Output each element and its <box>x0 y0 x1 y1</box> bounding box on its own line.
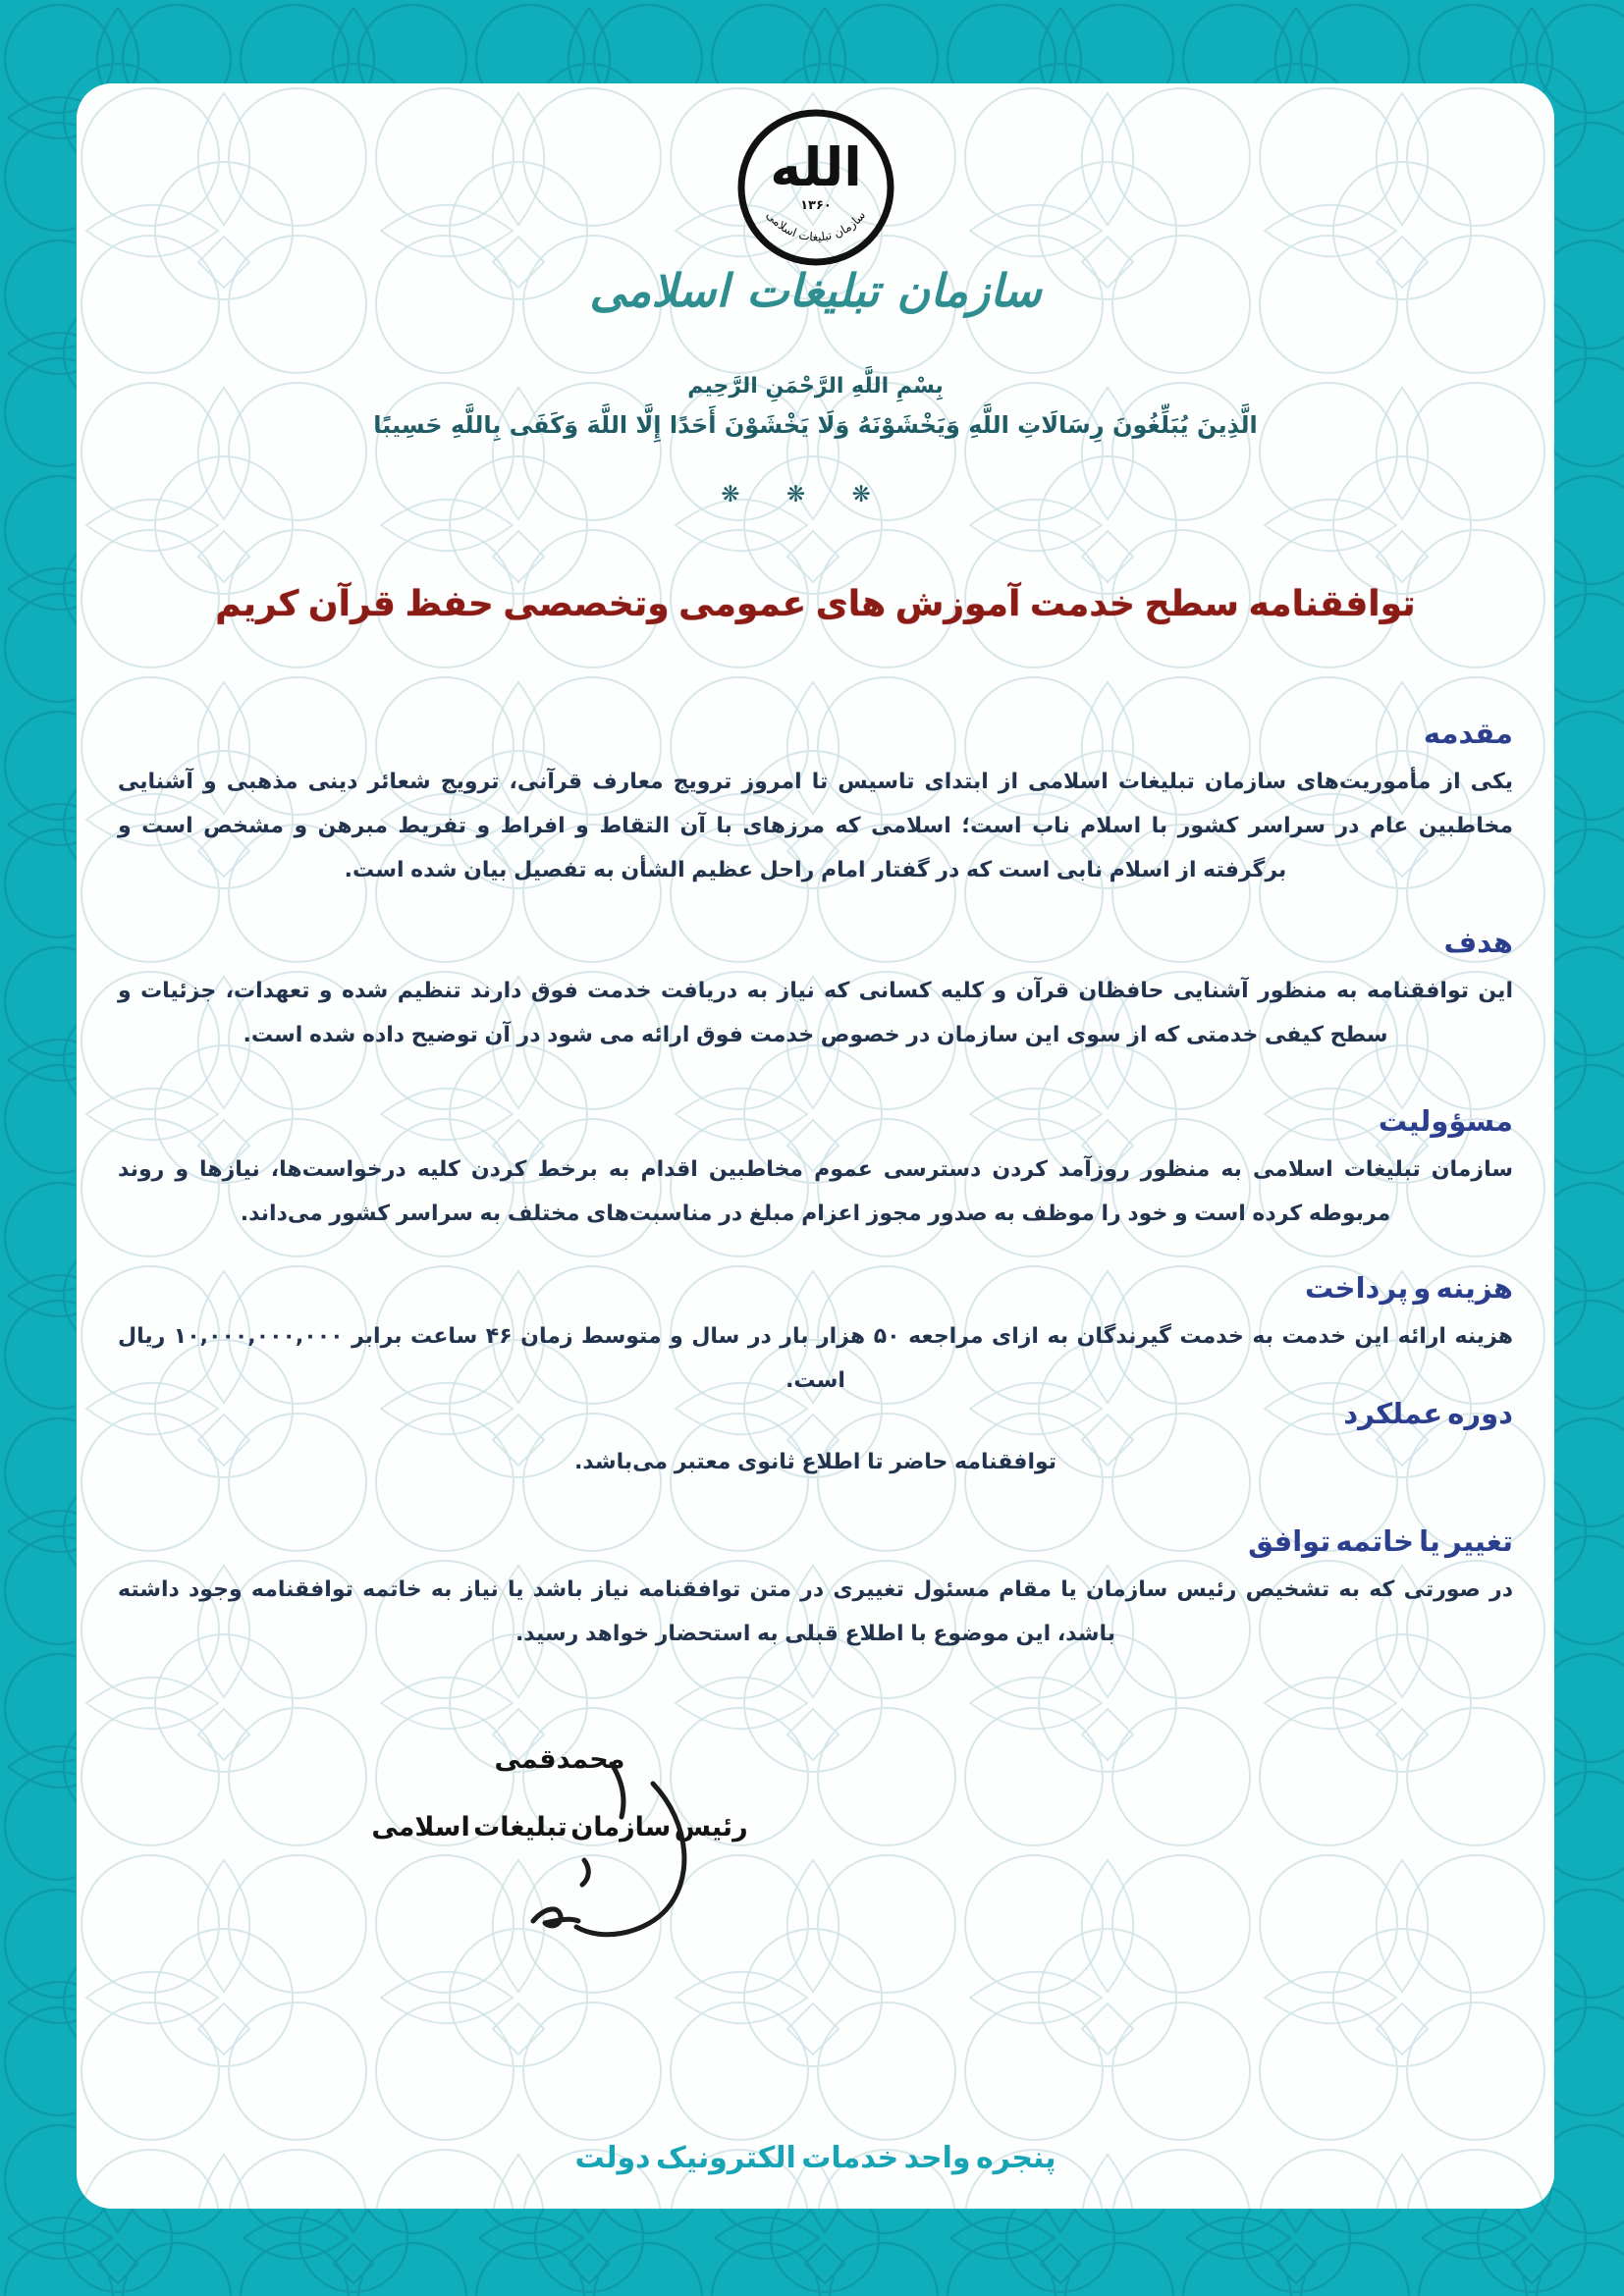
section-heading: دوره عملکرد <box>1343 1397 1513 1430</box>
document-content <box>77 83 1554 2209</box>
section-body: سازمان تبلیغات اسلامی به منظور روزآمد کردن دسترسی عموم مخاطبین اقدام به برخط کردن کلیه درخواست‌ها، نیازها و روند مربوطه کرده است و خود را موظف به صدور مجوز اعزام مبلغ در مناسبت‌های مختلف به سراسر کشور می‌داند. <box>118 1157 1513 1226</box>
organization-logo <box>77 103 1554 276</box>
section-heading: تغییر یا خاتمه توافق <box>1248 1524 1513 1558</box>
section-body: یکی از مأموریت‌های سازمان تبلیغات اسلامی از ابتدای تاسیس تا امروز ترویج معارف قرآنی، ترویج شعائر دینی مذهبی و آشنایی مخاطبین عام در سراسر کشور با اسلام ناب است؛ اسلامی که مرزهای با آن التقاط و افراط و تفریط مبرهن و مشخص است و برگرفته از اسلام نابی است که در گفتار امام راحل عظیم الشأن به تفصیل بیان شده است. <box>118 770 1513 882</box>
section-body: این توافقنامه به منظور آشنایی حافظان قرآن و کلیه کسانی که نیاز به دریافت خدمت فوق دارند تنظیم شده و تعهدات، جزئیات و سطح کیفی خدمتی که از سوی این سازمان در خصوص خدمت فوق ارائه می شود در آن توضیح داده شده است. <box>118 979 1513 1047</box>
section-body: در صورتی که به تشخیص رئیس سازمان یا مقام مسئول تغییری در متن توافقنامه نیاز باشد یا نیاز به خاتمه توافقنامه وجود داشته باشد، این موضوع با اطلاع قبلی به استحضار خواهد رسید. <box>118 1577 1513 1646</box>
section-heading: مقدمه <box>1423 717 1513 750</box>
signatory-role: رئیس سازمان تبلیغات اسلامی <box>371 1812 748 1842</box>
section-heading: هدف <box>1443 926 1513 959</box>
document-title: توافقنامه سطح خدمت آموزش های عمومی وتخصصی حفظ قرآن کریم <box>215 584 1416 624</box>
signatory-name: محمدقمی <box>494 1744 625 1775</box>
section-change-termination <box>118 1524 1513 1656</box>
organization-calligraphy: سازمان تبلیغات اسلامی <box>589 264 1042 317</box>
section-responsibility <box>118 1104 1513 1236</box>
emblem-year: ۱۳۶۰ <box>799 198 832 213</box>
ornament-divider: ❋ ❋ ❋ <box>721 482 891 507</box>
section-body: توافقنامه حاضر تا اطلاع ثانوی معتبر می‌باشد. <box>573 1450 1057 1474</box>
section-introduction <box>118 717 1513 892</box>
signature-block <box>324 1744 795 1842</box>
bismillah-text: بِسْمِ اللَّهِ الرَّحْمَنِ الرَّحِیم <box>687 374 944 399</box>
organization-emblem-icon <box>728 103 904 272</box>
section-performance-period <box>118 1397 1513 1484</box>
section-heading: مسؤولیت <box>1378 1104 1513 1138</box>
handwritten-signature <box>525 1754 707 1960</box>
section-goal <box>118 926 1513 1057</box>
footer-text: پنجره واحد خدمات الکترونیک دولت <box>574 2141 1056 2175</box>
document-card <box>77 83 1554 2209</box>
section-body: هزینه ارائه این خدمت به خدمت گیرندگان به ازای مراجعه ۵۰ هزار بار در سال و متوسط زمان ۴۶ ساعت برابر ۱۰,۰۰۰,۰۰۰,۰۰۰ ریال است. <box>118 1324 1514 1393</box>
emblem-allah-calligraphy: الله <box>769 136 862 198</box>
section-cost-payment <box>118 1271 1513 1403</box>
section-heading: هزینه و پرداخت <box>1304 1271 1513 1305</box>
emblem-ring-text: سازمان تبلیغات اسلامی <box>763 208 868 244</box>
quran-verse: الَّذِينَ يُبَلِّغُونَ رِسَالَاتِ اللَّهِ وَيَخْشَوْنَهُ وَلَا يَخْشَوْنَ أَحَدًا إِلَّا اللَّهَ وَكَفَى بِاللَّهِ حَسِيبًا <box>373 411 1258 439</box>
